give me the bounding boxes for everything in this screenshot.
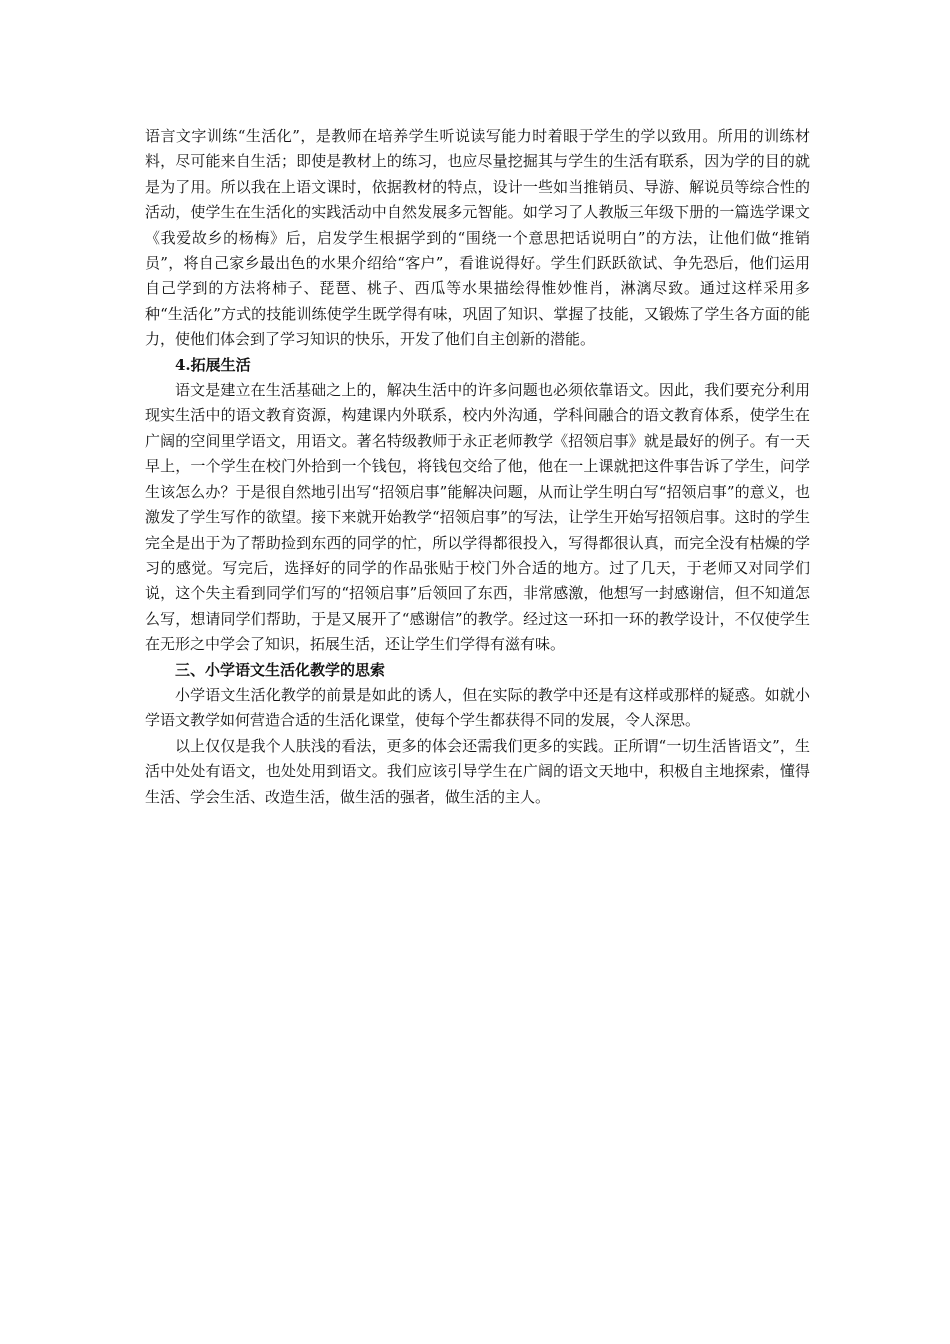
paragraph-reflection: 小学语文生活化教学的前景是如此的诱人，但在实际的教学中还是有这样或那样的疑惑。如就小学语文教学如何营造合适的生活化课堂，使每个学生都获得不同的发展，令人深思。 <box>145 685 810 730</box>
section-heading-expand-life: 4.拓展生活 <box>175 355 251 374</box>
paragraph-conclusion: 以上仅仅是我个人肤浅的看法，更多的体会还需我们更多的实践。正所谓“一切生活皆语文”，生活中处处有语文，也处处用到语文。我们应该引导学生在广阔的语文天地中，积极自主地探索，懂得生活、学会生活、改造生活，做生活的强者，做生活的主人。 <box>145 736 810 806</box>
section-heading-reflection: 三、小学语文生活化教学的思索 <box>175 660 386 679</box>
paragraph-continuation: 语言文字训练“生活化”，是教师在培养学生听说读写能力时着眼于学生的学以致用。所用的训练材料，尽可能来自生活；即使是教材上的练习，也应尽量挖掘其与学生的生活有联系，因为学的目的就是为了用。所以我在上语文课时，依据教材的特点，设计一些如当推销员、导游、解说员等综合性的活动，使学生在生活化的实践活动中自然发展多元智能。如学习了人教版三年级下册的一篇选学课文《我爱故乡的杨梅》后，启发学生根据学到的“围绕一个意思把话说明白”的方法，让他们做“推销员”，将自己家乡最出色的水果介绍给“客户”，看谁说得好。学生们跃跃欲试、争先恐后，他们运用自己学到的方法将柿子、琵琶、桃子、西瓜等水果描绘得惟妙惟肖，淋漓尽致。通过这样采用多种“生活化”方式的技能训练使学生既学得有味，巩固了知识、掌握了技能，又锻炼了学生各方面的能力，使他们体会到了学习知识的快乐，开发了他们自主创新的潜能。 <box>145 127 810 349</box>
paragraph-expand-life: 语文是建立在生活基础之上的，解决生活中的许多问题也必须依靠语文。因此，我们要充分利用现实生活中的语文教育资源，构建课内外联系，校内外沟通，学科间融合的语文教育体系，使学生在广阔的空间里学语文，用语文。著名特级教师于永正老师教学《招领启事》就是最好的例子。有一天早上，一个学生在校门外拾到一个钱包，将钱包交给了他，他在一上课就把这件事告诉了学生，问学生该怎么办？于是很自然地引出写“招领启事”能解决问题，从而让学生明白写“招领启事”的意义，也激发了学生写作的欲望。接下来就开始教学“招领启事”的写法，让学生开始写招领启事。这时的学生完全是出于为了帮助捡到东西的同学的忙，所以学得都很投入，写得都很认真，而完全没有枯燥的学习的感觉。写完后，选择好的同学的作品张贴于校门外合适的地方。过了几天，于老师又对同学们说，这个失主看到同学们写的“招领启事”后领回了东西，非常感激，他想写一封感谢信，但不知道怎么写，想请同学们帮助，于是又展开了“感谢信”的教学。经过这一环扣一环的教学设计，不仅使学生在无形之中学会了知识，拓展生活，还让学生们学得有滋有味。 <box>145 381 810 654</box>
document-body <box>145 124 810 810</box>
